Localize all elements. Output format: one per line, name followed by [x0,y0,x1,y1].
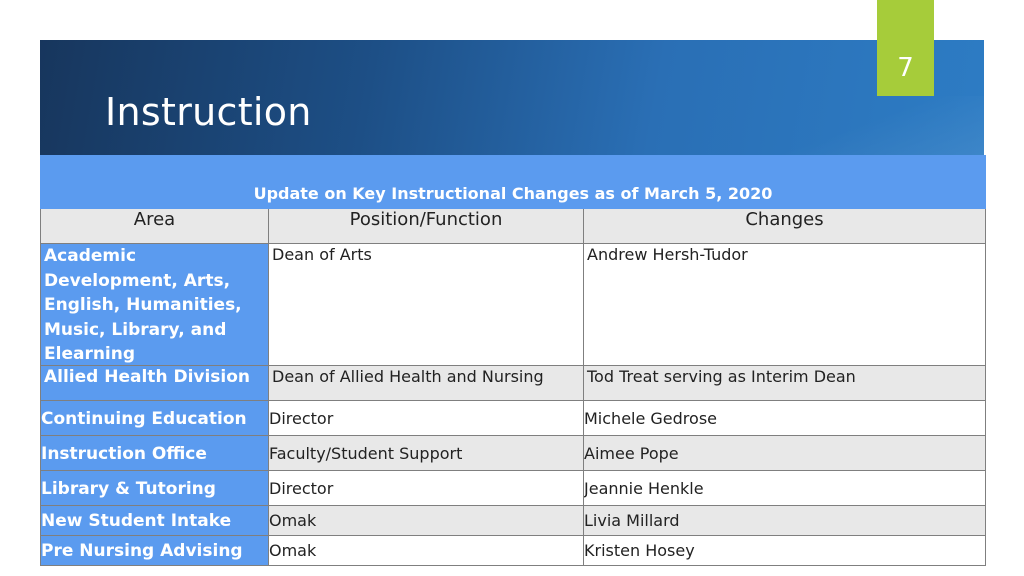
page-number: 7 [877,0,934,96]
area-cell: Allied Health Division [40,366,269,401]
table-header-row [40,209,986,244]
position-cell: Omak [269,506,584,536]
position-cell: Director [269,471,584,506]
table-row [40,471,986,506]
change-cell: Michele Gedrose [584,401,986,436]
area-cell: Instruction Office [40,436,269,471]
table-row [40,536,986,566]
slide-title: Instruction [105,90,312,134]
area-cell: Pre Nursing Advising [40,536,269,566]
table-caption: Update on Key Instructional Changes as of March 5, 2020 [40,155,986,209]
change-cell: Aimee Pope [584,436,986,471]
table-row [40,506,986,536]
position-cell: Director [269,401,584,436]
change-cell: Tod Treat serving as Interim Dean [584,366,986,401]
position-cell: Omak [269,536,584,566]
title-banner [40,40,984,156]
position-cell: Faculty/Student Support [269,436,584,471]
change-cell: Andrew Hersh-Tudor [584,244,986,366]
table-row [40,244,986,366]
position-cell: Dean of Allied Health and Nursing [269,366,584,401]
table-row [40,401,986,436]
area-cell: New Student Intake [40,506,269,536]
table-row [40,366,986,401]
position-cell: Dean of Arts [269,244,584,366]
column-header-changes: Changes [584,209,986,244]
change-cell: Jeannie Henkle [584,471,986,506]
table-row [40,436,986,471]
column-header-position: Position/Function [269,209,584,244]
area-cell: Continuing Education [40,401,269,436]
column-header-area: Area [40,209,269,244]
area-cell: Library & Tutoring [40,471,269,506]
changes-table [40,155,986,566]
change-cell: Kristen Hosey [584,536,986,566]
change-cell: Livia Millard [584,506,986,536]
area-cell: Academic Development, Arts, English, Humanities, Music, Library, and Elearning [40,244,269,366]
